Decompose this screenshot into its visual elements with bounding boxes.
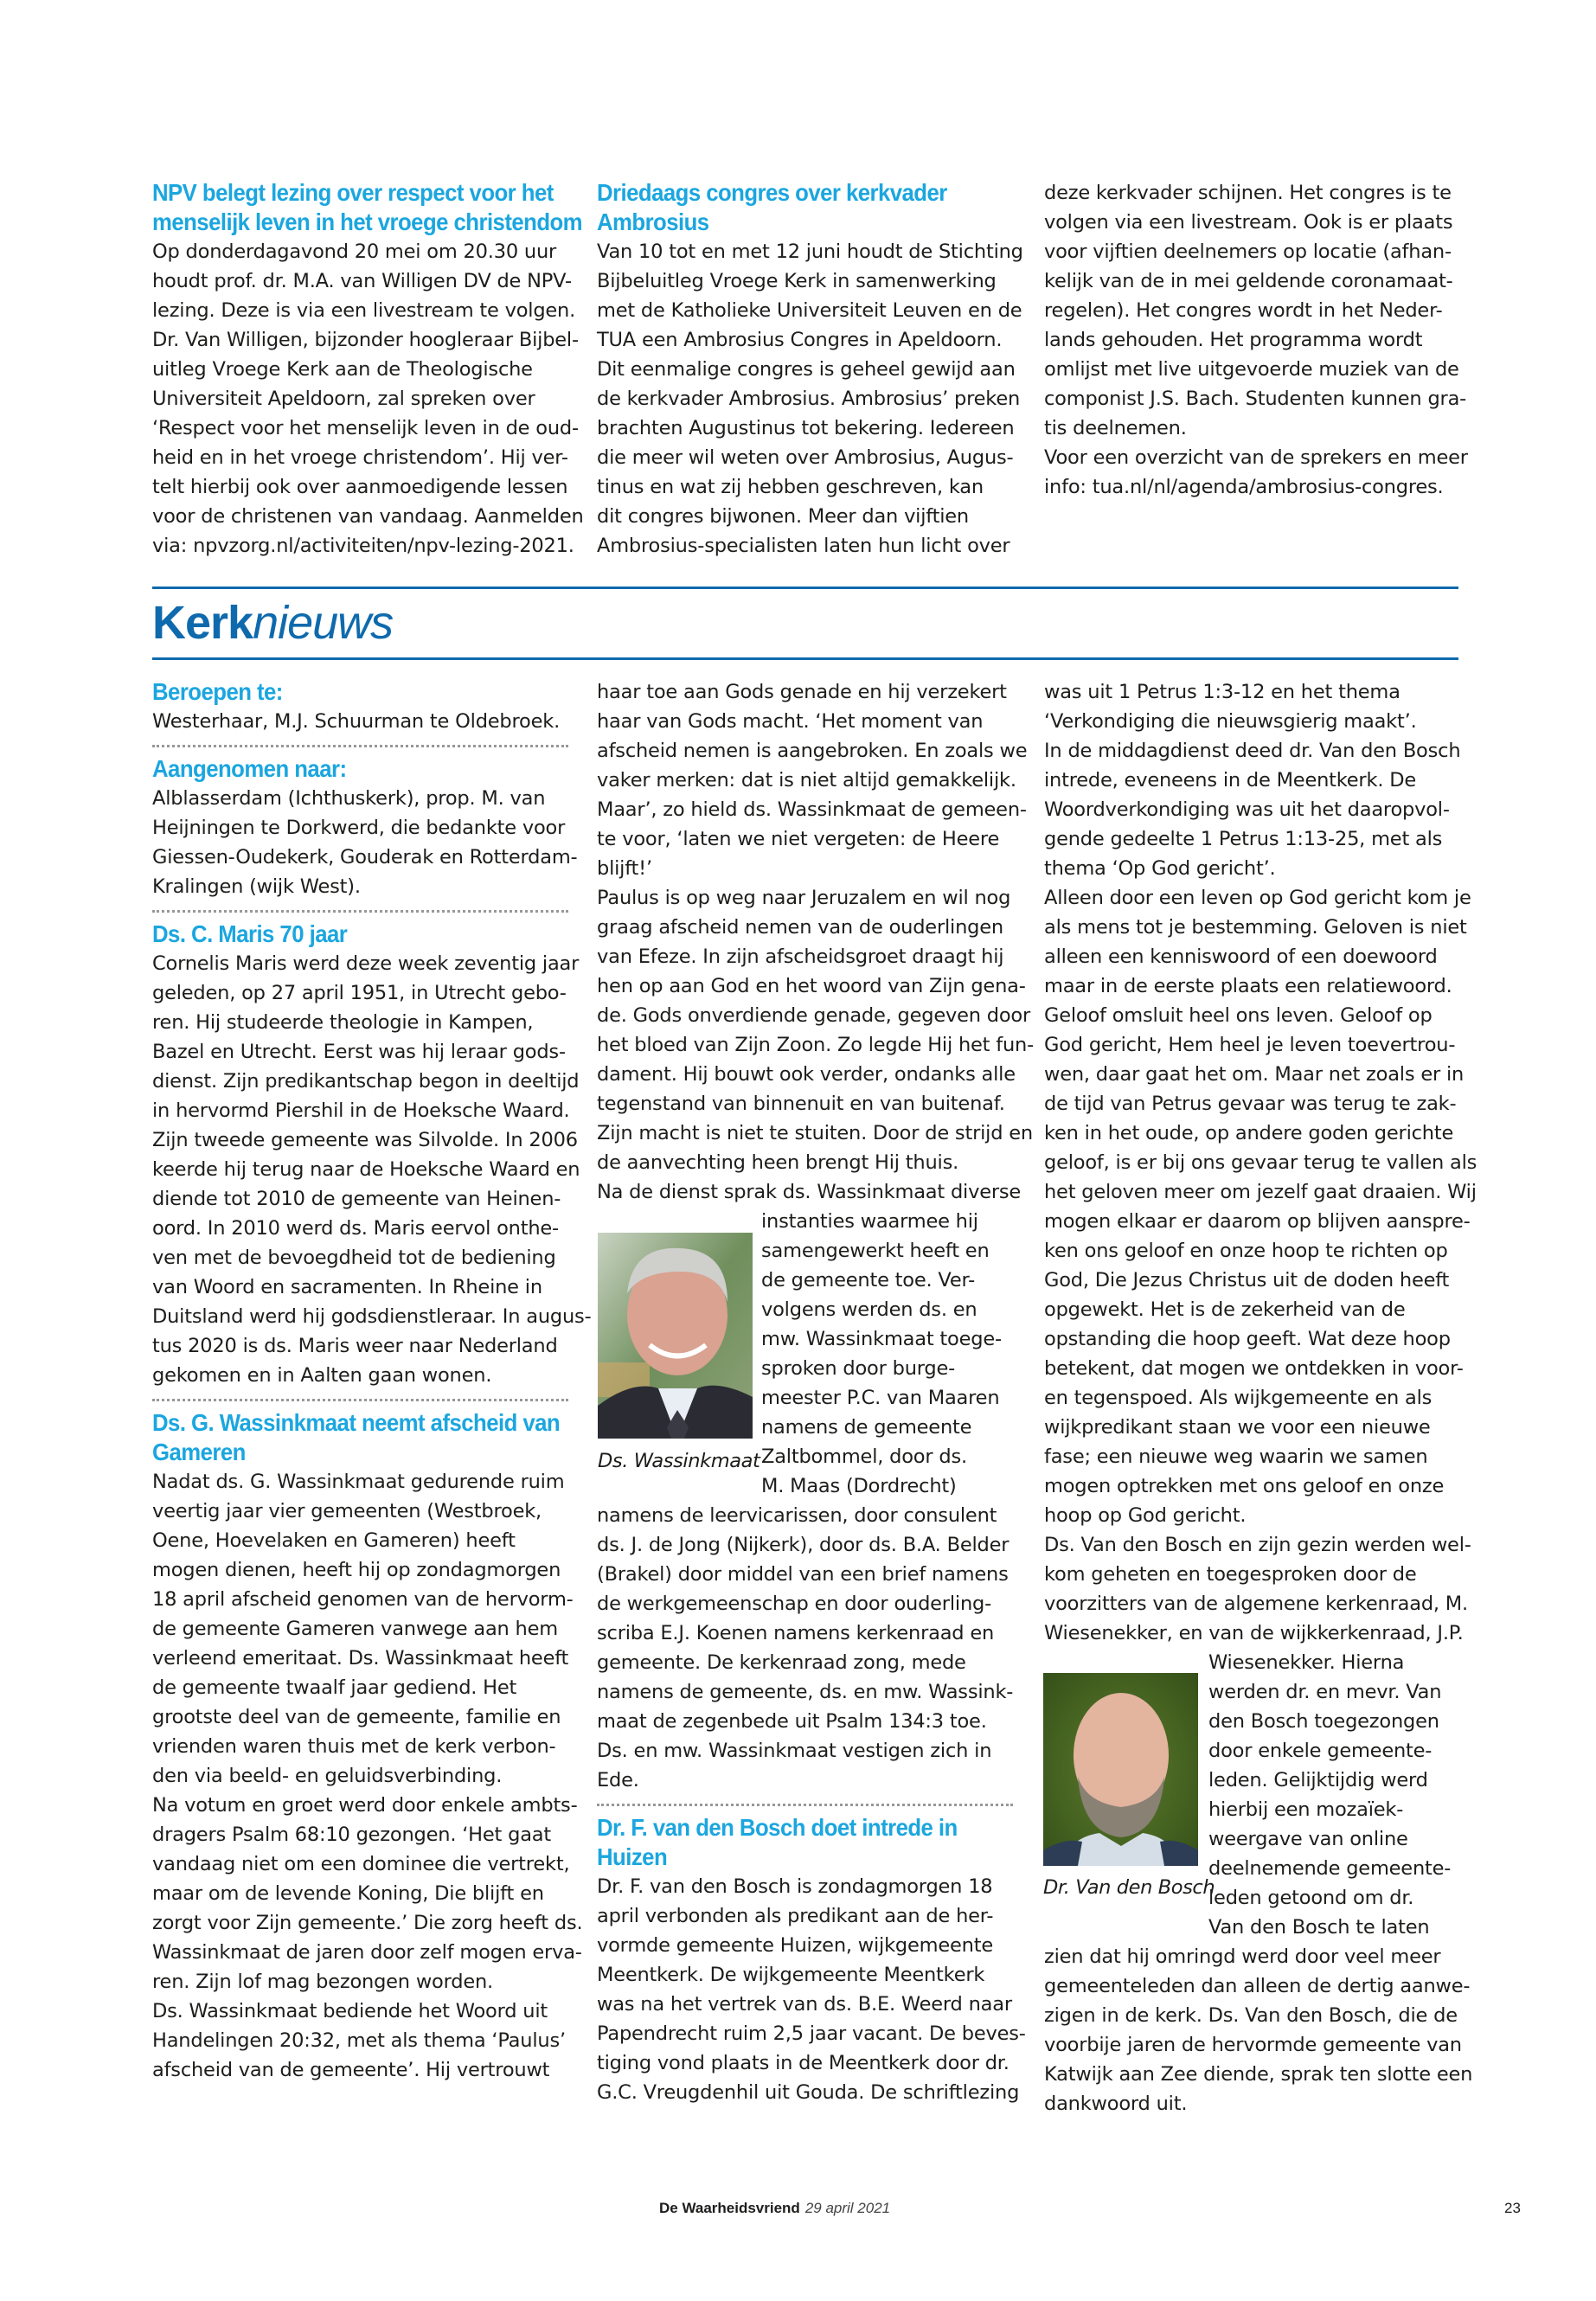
dotted-divider: [152, 910, 568, 913]
text-line: Ds. en mw. Wassinkmaat vestigen zich in: [597, 1740, 992, 1762]
text-line: dament. Hij bouwt ook verder, ondanks alle: [597, 1063, 1016, 1086]
text-line: de tijd van Petrus gevaar was terug te zak-: [1044, 1093, 1457, 1115]
text-line: keerde hij terug naar de Hoeksche Waard en: [152, 1158, 580, 1181]
section-rule-top: [152, 586, 1458, 589]
text-line: kom geheten en toegesproken door de: [1044, 1563, 1417, 1586]
text-line: verleend emeritaat. Ds. Wassinkmaat heeft: [152, 1647, 569, 1670]
aangenomen-body: [152, 784, 578, 901]
text-line: Ds. Wassinkmaat bediende het Woord uit: [152, 2000, 548, 2022]
text-line: voor de christenen van vandaag. Aanmelden: [152, 505, 584, 528]
text-line: componist J.S. Bach. Studenten kunnen gra-: [1044, 388, 1467, 410]
text-line: het geloven meer om jezelf gaat draaien. Wij: [1044, 1181, 1477, 1203]
text-line: Handelingen 20:32, met als thema ‘Paulus’: [152, 2029, 566, 2052]
text-line: Voor een overzicht van de sprekers en meer: [1044, 446, 1468, 469]
text-line: mw. Wassinkmaat toege-: [761, 1328, 1002, 1350]
text-line: werden dr. en mevr. Van: [1208, 1681, 1442, 1703]
text-line: haar van Gods macht. ‘Het moment van: [597, 710, 984, 733]
text-line: ken in het oude, op andere goden gerichte: [1044, 1122, 1454, 1144]
text-line: Ede.: [597, 1769, 639, 1791]
text-line: tis deelnemen.: [1044, 417, 1187, 439]
text-line: dankwoord uit.: [1044, 2093, 1188, 2115]
text-line: brachten Augustinus tot bekering. Iedereen: [597, 417, 1015, 439]
text-line: graag afscheid nemen van de ouderlingen: [597, 916, 1003, 939]
text-line: Oene, Hoevelaken en Gameren) heeft: [152, 1529, 516, 1552]
text-line: houdt prof. dr. M.A. van Willigen DV de NPV-: [152, 270, 572, 292]
column-1: [152, 677, 592, 2085]
title-line: Ds. C. Maris 70 jaar: [152, 920, 348, 947]
text-line: volgens werden ds. en: [761, 1298, 977, 1321]
title-line: Driedaags congres over kerkvader: [597, 179, 947, 206]
title-line: Ds. G. Wassinkmaat neemt afscheid van: [152, 1409, 561, 1436]
text-line: leden. Gelijktijdig werd: [1208, 1769, 1428, 1791]
text-line: grootste deel van de gemeente, familie en: [152, 1706, 561, 1728]
text-line: april verbonden als predikant aan de her-: [597, 1905, 994, 1927]
text-line: kelijk van de in mei geldende coronamaat-: [1044, 270, 1453, 292]
text-line: Bazel en Utrecht. Eerst was hij leraar gods-: [152, 1041, 566, 1063]
article-ambrosius-title: [597, 178, 980, 237]
text-line: was uit 1 Petrus 1:3-12 en het thema: [1044, 681, 1401, 703]
dotted-divider: [152, 745, 568, 747]
text-line: volgen via een livestream. Ook is er plaats: [1044, 211, 1453, 234]
text-line: hierbij een mozaïek-: [1208, 1798, 1404, 1821]
title-line: Beroepen te:: [152, 678, 283, 705]
text-line: In de middagdienst deed dr. Van den Bosch: [1044, 740, 1461, 762]
text-line: Dr. Van Willigen, bijzonder hoogleraar Bijbel-: [152, 329, 579, 351]
text-line: van Efeze. In zijn afscheidsgroet draagt hij: [597, 945, 1004, 968]
text-line: mogen elkaar er daarom op blijven aanspre-: [1044, 1210, 1471, 1233]
text-line: Alleen door een leven op God gericht kom je: [1044, 887, 1471, 909]
text-line: Op donderdagavond 20 mei om 20.30 uur: [152, 240, 557, 263]
text-line: Westerhaar, M.J. Schuurman te Oldebroek.: [152, 710, 561, 733]
text-line: zigen in de kerk. Ds. Van den Bosch, die de: [1044, 2004, 1458, 2027]
text-line: namens de gemeente, ds. en mw. Wassink-: [597, 1681, 1014, 1703]
aangenomen-title: [152, 754, 535, 784]
text-line: vaker merken: dat is niet altijd gemakkelijk.: [597, 769, 1016, 792]
text-line: leden getoond om dr.: [1208, 1887, 1414, 1909]
text-line: ‘Respect voor het menselijk leven in de oud-: [152, 417, 579, 439]
text-line: Wassinkmaat de jaren door zelf mogen erva-: [152, 1941, 582, 1964]
maris-body: [152, 949, 592, 1390]
text-line: ren. Zijn lof mag bezongen worden.: [152, 1971, 493, 1993]
text-line: oord. In 2010 werd ds. Maris eervol onthe-: [152, 1217, 559, 1240]
wassinkmaat-body: [152, 1467, 583, 2085]
text-line: als mens tot je bestemming. Geloven is niet: [1044, 916, 1467, 939]
text-line: gemeenteleden dan alleen de dertig aanwe-: [1044, 1975, 1471, 1997]
text-line: tegenstand van binnenuit en van buitenaf.: [597, 1093, 1005, 1115]
text-line: mogen dienen, heeft hij op zondagmorgen: [152, 1559, 561, 1581]
text-line: ren. Hij studeerde theologie in Kampen,: [152, 1011, 534, 1034]
text-line: door enkele gemeente-: [1208, 1740, 1433, 1762]
beroepen-title: [152, 677, 535, 707]
text-line: info: tua.nl/nl/agenda/ambrosius-congres.: [1044, 476, 1444, 498]
text-line: was na het vertrek van ds. B.E. Weerd naar: [597, 1993, 1012, 2016]
text-line: telt hierbij ook over aanmoedigende lessen: [152, 476, 568, 498]
maris-title: [152, 920, 535, 949]
text-line: heid en in het vroege christendom’. Hij ver-: [152, 446, 568, 469]
text-line: M. Maas (Dordrecht): [761, 1475, 957, 1497]
text-line: sproken door burge-: [761, 1357, 956, 1380]
column-3: [1044, 677, 1477, 2118]
text-line: opgewekt. Het is de zekerheid van de: [1044, 1298, 1406, 1321]
title-line: Ambrosius: [597, 208, 709, 235]
text-line: betekent, dat mogen we ontdekken in voor-: [1044, 1357, 1464, 1380]
text-line: namens de gemeente: [761, 1416, 972, 1439]
text-line: regelen). Het congres wordt in het Neder-: [1044, 299, 1443, 322]
wassinkmaat-title: [152, 1408, 561, 1467]
bosch-body-after-photo: [1044, 1942, 1473, 2118]
text-line: uitleg Vroege Kerk aan de Theologische: [152, 358, 533, 381]
bosch-title: [597, 1813, 980, 1872]
text-line: scriba E.J. Koenen namens kerkenraad en: [597, 1622, 995, 1644]
text-line: Meentkerk. De wijkgemeente Meentkerk: [597, 1964, 985, 1986]
text-line: Maar’, zo hield ds. Wassinkmaat de gemeen-: [597, 798, 1027, 821]
text-line: G.C. Vreugdenhil uit Gouda. De schriftlezing: [597, 2081, 1020, 2104]
text-line: afscheid van de gemeente’. Hij vertrouwt: [152, 2059, 550, 2081]
text-line: Nadat ds. G. Wassinkmaat gedurende ruim: [152, 1471, 565, 1493]
text-line: mogen optrekken met ons geloof en onze: [1044, 1475, 1445, 1497]
text-line: deze kerkvader schijnen. Het congres is te: [1044, 182, 1452, 204]
text-line: met de Katholieke Universiteit Leuven en de: [597, 299, 1022, 322]
masthead-italic: nieuws: [253, 597, 394, 649]
text-line: Geloof omsluit heel ons leven. Geloof op: [1044, 1004, 1433, 1027]
text-line: ‘Verkondiging die nieuwsgierig maakt’.: [1044, 710, 1417, 733]
text-line: God, Die Jezus Christus uit de doden heeft: [1044, 1269, 1450, 1292]
text-line: samengewerkt heeft en: [761, 1240, 990, 1262]
text-line: maar om de levende Koning, Die blijft en: [152, 1882, 544, 1905]
text-line: wijkpredikant staan we voor een nieuwe: [1044, 1416, 1431, 1439]
text-line: (Brakel) door middel van een brief namens: [597, 1563, 1009, 1586]
text-line: Bijbeluitleg Vroege Kerk in samenwerking: [597, 270, 997, 292]
text-line: Papendrecht ruim 2,5 jaar vacant. De beves-: [597, 2022, 1026, 2045]
text-line: omlijst met live uitgevoerde muziek van de: [1044, 358, 1459, 381]
text-line: Zijn macht is niet te stuiten. Door de strijd en: [597, 1122, 1033, 1144]
text-line: afscheid nemen is aangebroken. En zoals we: [597, 740, 1028, 762]
text-line: de. Gods onverdiende genade, gegeven door: [597, 1004, 1031, 1027]
dotted-divider: [597, 1804, 1013, 1806]
portrait-van-den-bosch-icon: [1043, 1673, 1198, 1866]
text-line: Zijn tweede gemeente was Silvolde. In 2006: [152, 1129, 578, 1151]
text-line: Wiesenekker, en van de wijkkerkenraad, J.P.: [1044, 1622, 1464, 1644]
text-line: instanties waarmee hij: [761, 1210, 978, 1233]
text-line: lands gehouden. Het programma wordt: [1044, 329, 1423, 351]
section-masthead: [152, 595, 393, 651]
article-ambrosius-continued: [1044, 178, 1468, 502]
text-line: te voor, ‘laten we niet vergeten: de Heere: [597, 828, 1000, 850]
text-line: vrienden waren thuis met de kerk verbon-: [152, 1735, 556, 1758]
text-line: wen, daar gaat het om. Maar net zoals er in: [1044, 1063, 1465, 1086]
text-line: de kerkvader Ambrosius. Ambrosius’ preken: [597, 388, 1021, 410]
text-line: tus 2020 is ds. Maris weer naar Nederland: [152, 1335, 558, 1357]
text-line: Heijningen te Dorkwerd, die bedankte voor: [152, 817, 566, 839]
section-rule-bottom: [152, 657, 1458, 660]
text-line: dit congres bijwonen. Meer dan vijftien: [597, 505, 969, 528]
text-line: gende gedeelte 1 Petrus 1:13-25, met als: [1044, 828, 1443, 850]
text-line: Paulus is op weg naar Jeruzalem en wil nog: [597, 887, 1011, 909]
text-line: ven met de bevoegdheid tot de bediening: [152, 1247, 556, 1269]
text-line: dragers Psalm 68:10 gezongen. ‘Het gaat: [152, 1823, 551, 1846]
text-line: meester P.C. van Maaren: [761, 1387, 1000, 1409]
text-line: hoop op God gericht.: [1044, 1504, 1247, 1527]
text-line: voorbije jaren de hervormde gemeente van: [1044, 2034, 1462, 2056]
wassinkmaat-body-after-photo: [597, 1501, 1013, 1795]
text-line: intrede, eveneens in de Meentkerk. De: [1044, 769, 1416, 792]
article-ambrosius-body: [597, 237, 1023, 561]
text-line: God gericht, Hem heel je leven toevertrou-: [1044, 1034, 1456, 1056]
text-line: en tegenspoed. Als wijkgemeente en als: [1044, 1387, 1433, 1409]
text-line: namens de leervicarissen, door consulent: [597, 1504, 997, 1527]
text-line: deelnemende gemeente-: [1208, 1857, 1452, 1880]
text-line: 18 april afscheid genomen van de hervorm-: [152, 1588, 574, 1611]
bosch-body: [597, 1872, 1026, 2107]
article-npv: [152, 178, 584, 561]
text-line: via: npvzorg.nl/activiteiten/npv-lezing-2021.: [152, 535, 574, 557]
text-line: Woordverkondiging was uit het daaropvol-: [1044, 798, 1450, 821]
text-line: weergave van online: [1208, 1828, 1408, 1850]
text-line: geleden, op 27 april 1951, in Utrecht gebo-: [152, 982, 567, 1004]
article-npv-body: [152, 237, 584, 561]
text-line: Duitsland werd hij godsdienstleraar. In augus-: [152, 1305, 592, 1328]
text-line: Zaltbommel, door ds.: [761, 1445, 967, 1468]
article-ambrosius-body-continued: [1044, 178, 1468, 502]
wassinkmaat-body-continued: [597, 677, 1035, 1207]
text-line: diende tot 2010 de gemeente van Heinen-: [152, 1188, 561, 1210]
photo-caption-van-den-bosch: Dr. Van den Bosch: [1043, 1876, 1215, 1899]
text-line: maar in de eerste plaats een relatiewoord.: [1044, 975, 1452, 997]
text-line: maat de zegenbede uit Psalm 134:3 toe.: [597, 1710, 987, 1733]
footer: [659, 2200, 890, 2217]
text-line: Universiteit Apeldoorn, zal spreken over: [152, 388, 535, 410]
article-ambrosius: [597, 178, 1023, 561]
text-line: hen op aan God en het woord van Zijn gena-: [597, 975, 1026, 997]
text-line: lezing. Deze is via een livestream te volgen.: [152, 299, 576, 322]
text-line: voorzitters van de algemene kerkenraad, M.: [1044, 1593, 1468, 1615]
text-line: van Woord en sacramenten. In Rheine in: [152, 1276, 542, 1298]
masthead-bold: Kerk: [152, 597, 253, 649]
text-line: vormde gemeente Huizen, wijkgemeente: [597, 1934, 993, 1957]
text-line: haar toe aan Gods genade en hij verzekert: [597, 681, 1007, 703]
title-line: NPV belegt lezing over respect voor het: [152, 179, 554, 206]
text-line: de gemeente twaalf jaar gediend. Het: [152, 1676, 517, 1699]
text-line: Katwijk aan Zee diende, sprak ten slotte een: [1044, 2063, 1473, 2086]
title-line: menselijk leven in het vroege christendom: [152, 208, 583, 235]
text-line: blijft!’: [597, 857, 652, 880]
text-line: vandaag niet om een dominee die vertrekt,: [152, 1853, 570, 1875]
text-line: Dr. F. van den Bosch is zondagmorgen 18: [597, 1875, 993, 1898]
text-line: alleen een kenniswoord of een doewoord: [1044, 945, 1438, 968]
text-line: gemeente. De kerkenraad zong, mede: [597, 1651, 966, 1674]
text-line: tinus en wat zij hebben geschreven, kan: [597, 476, 984, 498]
text-line: de werkgemeenschap en door ouderling-: [597, 1593, 992, 1615]
text-line: thema ‘Op God gericht’.: [1044, 857, 1276, 880]
photo-caption-wassinkmaat: Ds. Wassinkmaat: [598, 1450, 760, 1472]
text-line: Van 10 tot en met 12 juni houdt de Stichting: [597, 240, 1023, 263]
page-number: 23: [1504, 2200, 1521, 2216]
text-line: Kralingen (wijk West).: [152, 875, 361, 898]
text-line: Dit eenmalige congres is geheel gewijd aan: [597, 358, 1016, 381]
text-line: Cornelis Maris werd deze week zeventig jaar: [152, 952, 580, 975]
portrait-wassinkmaat-icon: [598, 1233, 753, 1439]
text-line: die meer wil weten over Ambrosius, Augus-: [597, 446, 1014, 469]
photo-van-den-bosch: [1043, 1673, 1198, 1866]
title-line: Aangenomen naar:: [152, 755, 347, 782]
text-line: Ds. Van den Bosch en zijn gezin werden wel-: [1044, 1534, 1471, 1556]
text-line: Wiesenekker. Hierna: [1208, 1651, 1405, 1674]
text-line: zorgt voor Zijn gemeente.’ Die zorg heeft ds.: [152, 1912, 583, 1934]
text-line: de aanvechting heen brengt Hij thuis.: [597, 1151, 959, 1174]
text-line: Alblasserdam (Ichthuskerk), prop. M. van: [152, 787, 546, 810]
text-line: Giessen-Oudekerk, Gouderak en Rotterdam-: [152, 846, 578, 868]
text-line: voor vijftien deelnemers op locatie (afhan-: [1044, 240, 1452, 263]
text-line: Na de dienst sprak ds. Wassinkmaat diverse: [597, 1181, 1022, 1203]
text-line: ken ons geloof en onze hoop te richten op: [1044, 1240, 1448, 1262]
title-line: Dr. F. van den Bosch doet intrede in: [597, 1814, 958, 1841]
text-line: den via beeld- en geluidsverbinding.: [152, 1765, 503, 1787]
publication-date: 29 april 2021: [804, 2200, 891, 2216]
text-line: dienst. Zijn predikantschap begon in deeltijd: [152, 1070, 580, 1093]
text-line: geloof, is er bij ons gevaar terug te vallen als: [1044, 1151, 1477, 1174]
text-line: TUA een Ambrosius Congres in Apeldoorn.: [597, 329, 1003, 351]
text-line: het bloed van Zijn Zoon. Zo legde Hij het fun-: [597, 1034, 1035, 1056]
title-line: Huizen: [597, 1843, 668, 1870]
beroepen-body: [152, 707, 568, 736]
photo-wassinkmaat: [598, 1233, 753, 1439]
publication-name: De Waarheidsvriend: [659, 2200, 800, 2216]
dotted-divider: [152, 1399, 568, 1401]
text-line: Ambrosius-specialisten laten hun licht over: [597, 535, 1010, 557]
text-line: de gemeente toe. Ver-: [761, 1269, 976, 1292]
text-line: ds. J. de Jong (Nijkerk), door ds. B.A. Belder: [597, 1534, 1010, 1556]
text-line: zien dat hij omringd werd door veel meer: [1044, 1945, 1441, 1968]
text-line: Na votum en groet werd door enkele ambts-: [152, 1794, 578, 1817]
text-line: de gemeente Gameren vanwege aan hem: [152, 1618, 558, 1640]
text-line: fase; een nieuwe weg waarin we samen: [1044, 1445, 1428, 1468]
text-line: tiging vond plaats in de Meentkerk door dr.: [597, 2052, 1010, 2074]
text-line: gekomen en in Aalten gaan wonen.: [152, 1364, 492, 1387]
text-line: opstanding die hoop geeft. Wat deze hoop: [1044, 1328, 1451, 1350]
article-npv-title: [152, 178, 583, 237]
bosch-body-continued: [1044, 677, 1477, 1648]
text-line: den Bosch toegezongen: [1208, 1710, 1439, 1733]
text-line: veertig jaar vier gemeenten (Westbroek,: [152, 1500, 542, 1522]
title-line: Gameren: [152, 1439, 246, 1465]
text-line: Van den Bosch te laten: [1208, 1916, 1430, 1939]
text-line: in hervormd Piershil in de Hoeksche Waard.: [152, 1099, 570, 1122]
